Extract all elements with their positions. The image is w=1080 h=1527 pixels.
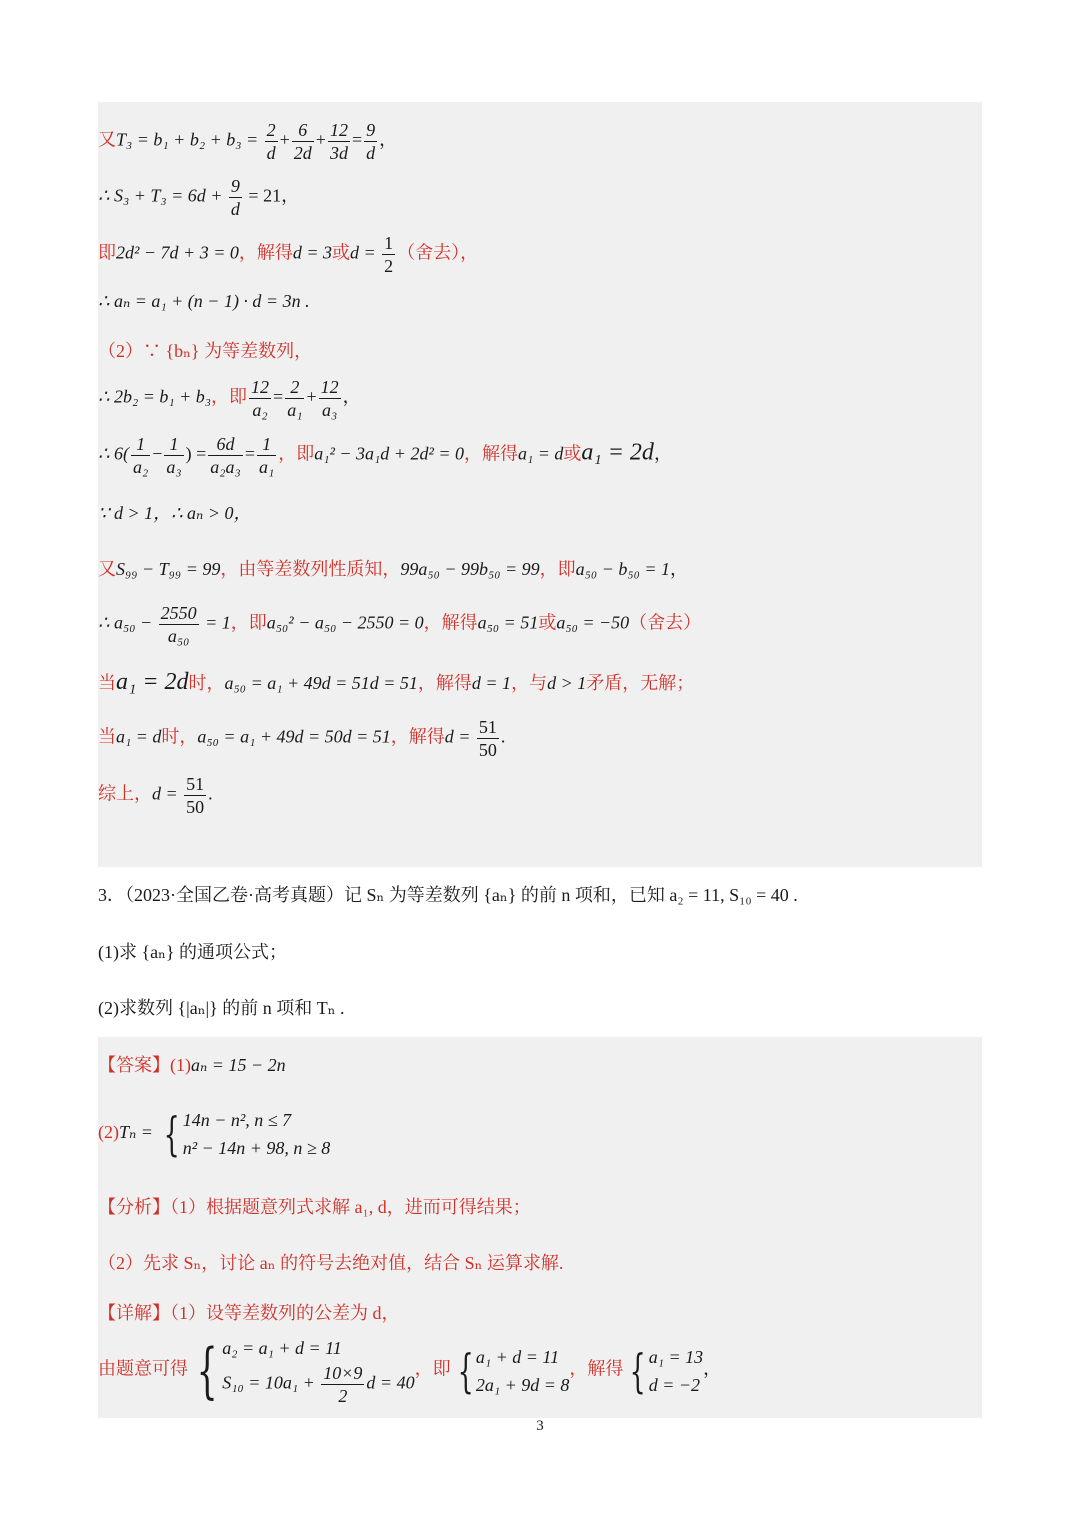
frac: $\frac{1}{\text{a₃}}$: [166, 434, 182, 477]
math: a₅₀ = a₁ + 49d = 50d = 51: [197, 726, 391, 747]
frac: $\frac{1}{\text{a₂}}$: [132, 434, 149, 477]
math: a₁ = d: [517, 443, 564, 464]
text: 时，: [188, 673, 225, 693]
cases: a₁ + d = 11 2a₁ + 9d = 8: [475, 1346, 570, 1395]
frac: $\frac{2}{d}$: [266, 120, 276, 163]
sol-line-7: ∴ 6( $\frac{1}{\text{a₂}}$ − $\frac{1}{\text{a₃}}$ ) = $\frac{6d}{\text{a₂a₃}}$ = $\frac{1}{\text{a₁}}$ ，即a₁² − 3a₁d + 2d² = 0，解得a₁ = d或a₁ = 2d，: [98, 434, 672, 477]
text: ，: [670, 559, 688, 579]
text: 又: [98, 559, 116, 579]
text: ，解得: [238, 242, 293, 263]
text: ，即: [278, 443, 315, 464]
problem3-stem: [98, 883, 798, 907]
frac: $\frac{6d}{\text{a₂a₃}}$: [210, 434, 241, 477]
answer-tag: 【答案】: [98, 1055, 170, 1075]
math: = 1: [200, 612, 231, 633]
problem3-q1: [98, 940, 287, 964]
text: （1）设等差数列的公差为 d，: [170, 1303, 400, 1323]
answer-line-1: [98, 1053, 286, 1077]
sol-line-1: 又T₃ = b₁ + b₂ + b₃ = $\frac{2}{d}$ + $\frac{6}{2d}$ + $\frac{12}{3d}$ = $\frac{9}{d}$ ，: [98, 120, 398, 163]
analysis-tag: 【分析】: [98, 1197, 170, 1217]
text: 综上，: [98, 783, 152, 804]
text: 或: [538, 612, 557, 633]
math: d = 3: [292, 242, 332, 263]
math: d > 1: [547, 673, 587, 693]
frac: $\frac{12}{\text{a₃}}$: [320, 377, 339, 420]
frac: $\frac{12}{\text{a₂}}$: [251, 377, 270, 420]
text: 3．（2023·全国乙卷·高考真题）记 Sₙ 为等差数列 {aₙ} 的前 n 项和，已知 a₂ = 11, S₁₀ = 40 .: [98, 885, 798, 905]
frac: $\frac{6}{2d}$: [293, 120, 312, 163]
math: = 21，: [243, 185, 300, 206]
sol-line-4: [98, 289, 310, 313]
analysis-line-1: [98, 1195, 531, 1219]
math: ∴ 6(: [98, 443, 129, 464]
page-number: 3: [536, 1418, 544, 1434]
frac: $\frac{2}{\text{a₁}}$: [287, 377, 303, 420]
problem3-q2: [98, 996, 345, 1020]
sol-line-8: [98, 501, 252, 525]
text: 时，: [161, 726, 198, 747]
text: ，: [703, 1358, 722, 1379]
math: aₙ = 15 − 2n: [191, 1055, 286, 1075]
math: ∴ S₃ + T₃ = 6d +: [98, 185, 227, 206]
frac: $\frac{10\times 9}{2}$: [323, 1363, 363, 1406]
text: 由题意可得: [98, 1358, 188, 1379]
math: S₉₉ − T₉₉ = 99: [116, 559, 221, 579]
text: (1): [170, 1055, 191, 1075]
sol-line-6: ∴ 2b₂ = b₁ + b₃，即 $\frac{12}{\text{a₂}}$ = $\frac{2}{\text{a₁}}$ + $\frac{12}{\text{a₃}}$ ，: [98, 377, 361, 420]
sol-line-9: [98, 557, 688, 581]
brace: {: [164, 1107, 181, 1161]
text: ，解得: [569, 1358, 624, 1379]
detail-line-2: [98, 1334, 721, 1407]
text: ，解得: [463, 443, 518, 464]
text: ，: [653, 443, 672, 464]
sol-line-13: [98, 773, 213, 818]
sol-line-5: [98, 339, 312, 363]
detail-line-1: [98, 1301, 400, 1325]
frac: $\frac{51}{50}$: [478, 717, 497, 760]
detail-tag: 【详解】: [98, 1303, 170, 1323]
text: ，即: [414, 1358, 451, 1379]
text: .: [208, 783, 213, 804]
math: 99a₅₀ − 99b₅₀ = 99: [400, 559, 540, 579]
frac: $\frac{9}{d}$: [366, 120, 376, 163]
frac: $\frac{2550}{\text{a₅₀}}$: [160, 603, 197, 646]
math: a₅₀² − a₅₀ − 2550 = 0: [266, 612, 424, 633]
cases: a₂ = a₁ + d = 11 S₁₀ = 10a₁ + $\frac{10\times 9}{2}$ d = 40: [222, 1338, 415, 1406]
text: ，即: [230, 612, 267, 633]
text: （2）∵ {bₙ} 为等差数列，: [98, 341, 313, 361]
math: a₅₀ = −50: [556, 612, 630, 633]
text: （1）根据题意列式求解 a₁, d，进而可得结果；: [170, 1197, 531, 1217]
math: Tₙ =: [119, 1122, 158, 1143]
math: a₅₀ = 51: [477, 612, 539, 633]
math: a₁ = d: [116, 726, 162, 747]
math: a₁ = 2d: [116, 669, 189, 695]
frac: $\frac{1}{2}$: [384, 233, 394, 276]
text: (2)求数列 {|aₙ|} 的前 n 项和 Tₙ .: [98, 998, 345, 1018]
text: (2): [98, 1122, 119, 1143]
math: d =: [350, 242, 381, 263]
frac: $\frac{9}{d}$: [230, 176, 240, 219]
text: （舍去）: [629, 612, 702, 633]
text: ，与: [511, 673, 548, 693]
math: d =: [444, 726, 475, 747]
text: 或: [563, 443, 582, 464]
text: ，解得: [423, 612, 478, 633]
math: ∵ d > 1，∴ aₙ > 0，: [98, 503, 252, 523]
math: a₅₀ − b₅₀ = 1: [575, 559, 670, 579]
brace: {: [196, 1335, 218, 1406]
math: a₁ = 2d: [581, 439, 654, 466]
text: 当: [98, 726, 116, 747]
frac: $\frac{51}{50}$: [186, 774, 205, 817]
text-prefix: 又: [98, 129, 116, 150]
cases: 14n − n², n ≤ 7 n² − 14n + 98, n ≥ 8: [182, 1110, 331, 1158]
math: ∴ a₅₀ −: [98, 612, 157, 633]
text: ，解得: [417, 673, 472, 693]
text: 或: [332, 242, 350, 263]
frac: $\frac{1}{\text{a₁}}$: [258, 434, 275, 477]
text: ，解得: [390, 726, 445, 747]
text: （2）先求 Sₙ，讨论 aₙ 的符号去绝对值，结合 Sₙ 运算求解.: [98, 1253, 564, 1273]
sol-line-11: [98, 670, 694, 695]
sol-line-10: [98, 602, 701, 647]
text: (1)求 {aₙ} 的通项公式；: [98, 942, 288, 962]
math: a₅₀ = a₁ + 49d = 51d = 51: [224, 673, 418, 693]
math: T₃ = b₁ + b₂ + b₃ =: [116, 129, 263, 150]
text: （舍去），: [397, 242, 479, 263]
math: a₁² − 3a₁d + 2d² = 0: [314, 443, 464, 464]
text: .: [500, 726, 506, 747]
math: 2d² − 7d + 3 = 0: [116, 242, 239, 263]
brace: {: [457, 1343, 474, 1398]
answer-line-2: [98, 1106, 330, 1162]
text: ，即: [539, 559, 576, 579]
math: d = 1: [471, 673, 512, 693]
brace: {: [630, 1343, 647, 1398]
analysis-line-2: [98, 1251, 563, 1275]
text: 矛盾，无解；: [586, 673, 695, 693]
text: 即: [98, 242, 116, 263]
text: ，即: [211, 386, 248, 407]
sol-line-12: [98, 716, 505, 761]
sol-line-2: [98, 175, 299, 220]
sol-line-3: [98, 232, 478, 277]
text: 当: [98, 673, 116, 693]
math: d =: [152, 783, 183, 804]
math: ∴ 2b₂ = b₁ + b₃: [98, 386, 212, 407]
math: ∴ aₙ = a₁ + (n − 1) · d = 3n .: [98, 291, 310, 311]
text: ，由等差数列性质知，: [220, 559, 401, 579]
frac: $\frac{12}{3d}$: [329, 120, 348, 163]
cases: a₁ = 13 d = −2: [648, 1346, 704, 1395]
